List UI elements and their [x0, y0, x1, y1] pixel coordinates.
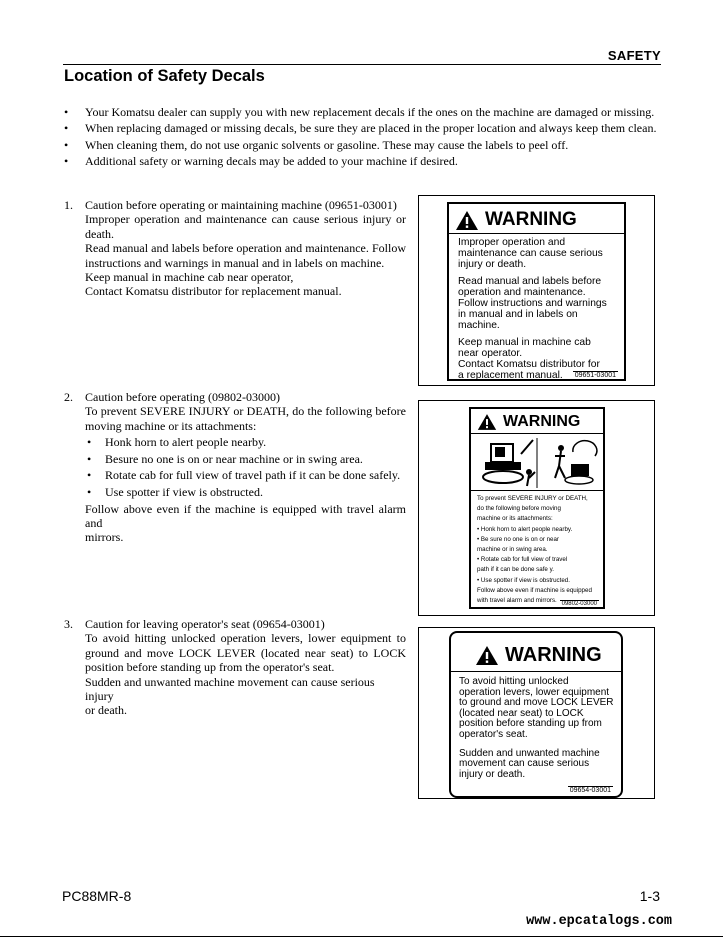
list-item: • When cleaning them, do not use organic solvents or gasoline. These may cause the labels to peel off.	[64, 137, 569, 152]
list-item: • Your Komatsu dealer can supply you with new replacement decals if the ones on the machine are damaged or missing.	[64, 105, 655, 119]
decal-text: Improper operation and maintenance can cause serious injury or death. Read manual and labels before operation and maintenance. Follow instructions and warnings in manual and in labels on machine. Keep manual in machine cab near operator. Contact Komatsu distributor for a replacement manual.	[458, 237, 607, 381]
warning-decal	[469, 407, 605, 609]
header-rule	[63, 64, 661, 65]
watermark: www.epcatalogs.com	[526, 914, 672, 929]
section-label: SAFETY	[607, 48, 661, 63]
warning-decal	[447, 202, 626, 381]
warning-heading: WARNING	[449, 204, 624, 234]
bottom-rule	[0, 936, 723, 937]
decal-code: 09651-03001	[574, 372, 616, 379]
page-number: 1-3	[639, 888, 660, 904]
decal-item-1: 1. Caution before operating or maintaining machine (09651-03001) Improper operation and maintenance can cause serious injury or death. Read manual and labels before operation and maintenance. Follow instructions and warnings in manual and in labels on machine. Keep manual in machine cab near operator, Contact Komatsu distributor for replacement manual.	[64, 198, 406, 299]
warning-heading: WARNING	[451, 633, 621, 672]
decal-image-2	[418, 400, 655, 616]
decal-code: 09802-03000	[561, 601, 597, 607]
item-heading: Caution before operating or maintaining machine (09651-03001)	[85, 198, 397, 212]
warning-triangle-icon	[477, 413, 497, 431]
decal-text: To avoid hitting unlocked operation levers, lower equipment to ground and move LOCK LEVER (located near seat) to LOCK position before standing up from operator's seat. Sudden and unwanted machine movement can cause serious injury or death.	[459, 676, 614, 780]
warning-triangle-icon	[475, 645, 499, 666]
list-item: • Rotate cab for full view of travel path if it can be done safely.	[87, 468, 401, 483]
list-item: • When replacing damaged or missing decals, be sure they are placed in the proper location and always keep them clean.	[64, 121, 657, 136]
warning-heading: WARNING	[471, 409, 603, 434]
pictogram	[471, 434, 603, 491]
list-item: • Honk horn to alert people nearby.	[87, 435, 267, 450]
decal-item-2: 2. Caution before operating (09802-03000) To prevent SEVERE INJURY or DEATH, do the following before moving machine or its attachments: • Honk horn to alert people nearby. • Besure no one is on or near machine or in swing area. • Rotate cab for full view of travel path if it can be done safely. • Use spotter if view is obstructed. Follow above even if the machine is equipped with travel alarm and mirrors.	[64, 390, 406, 545]
list-item: • Besure no one is on or near machine or in swing area.	[87, 451, 363, 466]
footer-model: PC88MR-8	[62, 888, 132, 904]
excavator-hazard-pictogram-icon	[471, 434, 599, 490]
list-item: • Additional safety or warning decals may be added to your machine if desired.	[64, 153, 458, 168]
decal-item-3: 3. Caution for leaving operator's seat (09654-03001) To avoid hitting unlocked operation levers, lower equipment to ground and move LOCK LEVER (located near seat) to LOCK position before standing up from the operator's seat. Sudden and unwanted machine movement can cause serious injury or death.	[64, 617, 406, 718]
item-bullet-list	[85, 434, 406, 500]
warning-decal	[449, 631, 623, 798]
warning-triangle-icon	[455, 210, 479, 231]
item-heading: Caution for leaving operator's seat (09654-03001)	[85, 617, 325, 631]
list-item: • Use spotter if view is obstructed.	[87, 485, 263, 499]
decal-text: To prevent SEVERE INJURY or DEATH, do the following before moving machine or its attachments: • Honk horn to alert people nearby. • Be sure no one is on or near machine or in swing area. • Rotate cab for full view of travel path if it can be done safe y. • Use spotter if view is obstructed. Follow above even if machine is equipped with travel alarm and mirrors.	[477, 495, 592, 605]
decal-image-1	[418, 195, 655, 386]
decal-image-3	[418, 627, 655, 799]
page-title: Location of Safety Decals	[64, 67, 265, 85]
item-heading: Caution before operating (09802-03000)	[85, 390, 280, 404]
decal-code: 09654-03001	[569, 787, 611, 794]
intro-bullet-list	[64, 104, 664, 169]
